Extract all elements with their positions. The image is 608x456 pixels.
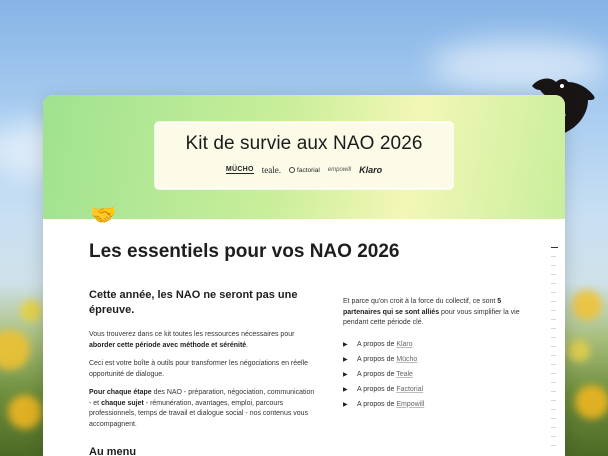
outline-mark[interactable]	[551, 265, 556, 266]
toggle-item[interactable]	[343, 367, 528, 382]
text-run: A propos de	[357, 370, 397, 378]
outline-mark[interactable]	[551, 418, 556, 419]
toggle-label	[357, 386, 423, 393]
partner-link-klaro[interactable]: Klaro	[396, 340, 413, 348]
partner-link-empowill[interactable]: Empowill	[396, 400, 425, 408]
logo-teale: teale.	[261, 165, 282, 175]
paragraph-intro	[89, 330, 317, 351]
outline-mark[interactable]	[551, 355, 556, 356]
right-column	[343, 297, 528, 412]
page-card	[43, 95, 565, 456]
text-run: A propos de	[357, 340, 397, 348]
menu-heading: Au menu	[89, 446, 137, 456]
text-run: des NAO - préparation, négociation, communication - et	[89, 389, 315, 407]
outline-mark[interactable]	[551, 346, 556, 347]
paragraph-steps	[89, 388, 317, 430]
outline-mark[interactable]	[551, 292, 556, 293]
outline-mark[interactable]	[551, 373, 556, 374]
text-run: .	[246, 341, 249, 349]
bg-flower	[575, 385, 608, 419]
outline-mark[interactable]	[551, 382, 556, 383]
factorial-icon	[289, 167, 295, 173]
outline-mark[interactable]	[551, 427, 556, 428]
paragraph-toolbox: Ceci est votre boîte à outils pour transformer les négociations en réelle opportunité de dialogue.	[89, 360, 309, 378]
triangle-right-icon[interactable]: ▶	[343, 356, 348, 363]
text-run: Vous trouverez dans ce kit toutes les ressources nécessaires pour	[89, 331, 295, 338]
toggle-item[interactable]	[343, 337, 528, 352]
text-bold: aborder cette période avec méthode et sérénité	[89, 341, 247, 349]
toggle-item[interactable]	[343, 352, 528, 367]
bg-flower	[8, 395, 42, 429]
triangle-right-icon[interactable]: ▶	[343, 341, 348, 348]
triangle-right-icon[interactable]: ▶	[343, 401, 348, 408]
toggle-label	[357, 371, 413, 378]
partner-link-mucho[interactable]: Mücho	[396, 355, 418, 363]
text-run: - rémunération, avantages, emploi, parcours professionnels, temps de travail et dialogue social - nos contenus vous accompagnent.	[89, 399, 309, 428]
outline-scroll-indicator[interactable]	[551, 247, 559, 454]
banner-title-box	[155, 122, 453, 189]
logo-empowill: empowill	[327, 167, 352, 173]
logo-klaro: Klaro	[359, 165, 383, 175]
text-run: A propos de	[357, 355, 397, 363]
left-column	[89, 288, 317, 456]
bg-flower	[0, 330, 30, 370]
banner-title: Kit de survie aux NAO 2026	[185, 133, 423, 154]
cover-banner	[43, 95, 565, 219]
outline-mark[interactable]	[551, 337, 556, 338]
outline-mark[interactable]	[551, 364, 556, 365]
text-run: A propos de	[357, 385, 397, 393]
outline-mark[interactable]	[551, 436, 556, 437]
toggle-label	[357, 356, 417, 363]
text-bold: chaque sujet	[101, 399, 144, 407]
outline-mark[interactable]	[551, 319, 556, 320]
toggle-item[interactable]	[343, 382, 528, 397]
outline-mark[interactable]	[551, 328, 556, 329]
toggle-label	[357, 401, 424, 408]
toggle-item[interactable]	[343, 397, 528, 412]
toggle-label	[357, 341, 413, 348]
partner-logos	[156, 165, 452, 175]
partner-link-list	[343, 337, 528, 412]
outline-mark[interactable]	[551, 400, 556, 401]
logo-mucho: MÜCHO	[225, 166, 254, 173]
partner-link-factorial[interactable]: Factorial	[396, 385, 424, 393]
intro-heading: Cette année, les NAO ne seront pas une épreuve.	[89, 289, 298, 316]
logo-factorial	[289, 167, 320, 174]
outline-mark[interactable]	[551, 445, 556, 446]
triangle-right-icon[interactable]: ▶	[343, 371, 348, 378]
logo-factorial-text: factorial	[297, 166, 320, 174]
text-bold: 5 partenaires qui se sont alliés	[343, 298, 502, 316]
partners-intro	[343, 297, 528, 329]
outline-mark[interactable]	[551, 283, 556, 284]
triangle-right-icon[interactable]: ▶	[343, 386, 348, 393]
outline-mark[interactable]	[551, 256, 556, 257]
text-run: A propos de	[357, 400, 397, 408]
outline-mark[interactable]	[551, 274, 556, 275]
outline-mark[interactable]	[551, 391, 556, 392]
handshake-icon: 🤝	[90, 203, 117, 227]
text-bold: Pour chaque étape	[89, 389, 152, 396]
text-run: pour vous simplifier la vie pendant cette période clé.	[343, 308, 520, 326]
page-title: Les essentiels pour vos NAO 2026	[89, 241, 400, 262]
text-run: Et parce qu'on croit à la force du collectif, ce sont	[343, 298, 498, 305]
bg-flower	[20, 300, 42, 322]
partner-link-teale[interactable]: Teale	[396, 370, 413, 378]
outline-mark[interactable]	[551, 310, 556, 311]
bg-flower	[572, 290, 602, 320]
outline-mark[interactable]	[551, 301, 556, 302]
outline-mark[interactable]	[551, 409, 556, 410]
bg-flower	[568, 340, 590, 362]
outline-mark[interactable]	[551, 247, 558, 248]
